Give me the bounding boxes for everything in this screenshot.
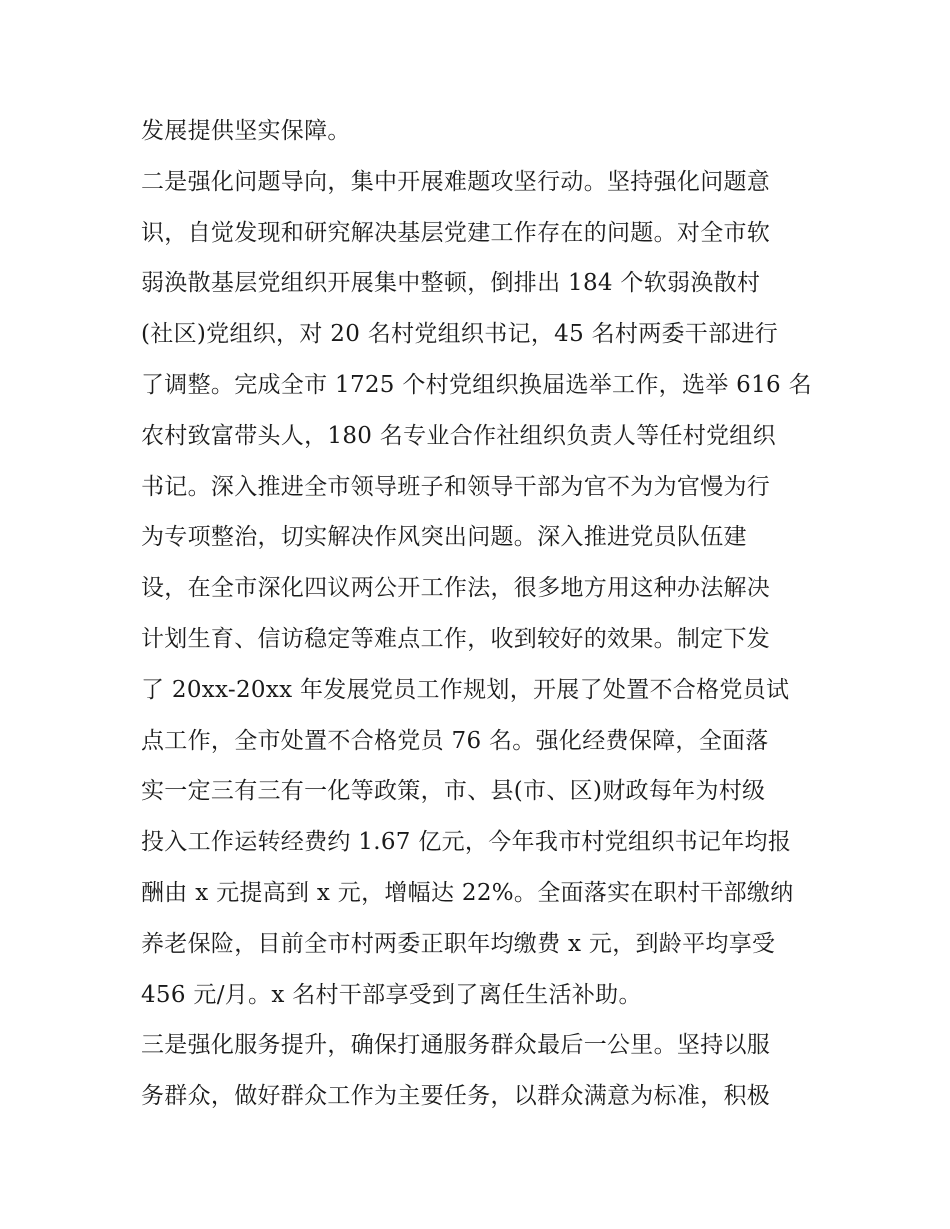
text-line: 实一定三有三有一化等政策，市、县(市、区)财政每年为村级 xyxy=(141,778,766,805)
text-line: 了调整。完成全市 1725 个村党组织换届选举工作，选举 616 名 xyxy=(141,371,812,398)
text-line: 养老保险，目前全市村两委正职年均缴费 x 元，到龄平均享受 xyxy=(141,930,776,957)
document-body xyxy=(141,106,813,1122)
text-line: 点工作，全市处置不合格党员 76 名。强化经费保障，全面落 xyxy=(141,727,769,754)
text-line: (社区)党组织，对 20 名村党组织书记，45 名村两委干部进行 xyxy=(141,321,779,348)
text-line: 设，在全市深化四议两公开工作法，很多地方用这种办法解决 xyxy=(141,575,771,602)
text-line: 了 20xx-20xx 年发展党员工作规划，开展了处置不合格党员试 xyxy=(141,676,790,703)
text-line: 弱涣散基层党组织开展集中整顿，倒排出 184 个软弱涣散村 xyxy=(141,270,761,297)
paragraph-1 xyxy=(141,106,813,157)
text-line: 456 元/月。x 名村干部享受到了离任生活补助。 xyxy=(141,981,642,1008)
text-line: 发展提供坚实保障。 xyxy=(141,118,351,144)
text-line: 农村致富带头人，180 名专业合作社组织负责人等任村党组织 xyxy=(141,422,776,449)
text-line: 务群众，做好群众工作为主要任务，以群众满意为标准，积极 xyxy=(141,1083,771,1110)
text-line: 投入工作运转经费约 1.67 亿元，今年我市村党组织书记年均报 xyxy=(141,829,792,856)
text-line: 酬由 x 元提高到 x 元，增幅达 22%。全面落实在职村干部缴纳 xyxy=(141,879,794,906)
text-line: 计划生育、信访稳定等难点工作，收到较好的效果。制定下发 xyxy=(141,625,771,652)
text-line: 识，自觉发现和研究解决基层党建工作存在的问题。对全市软 xyxy=(141,219,771,246)
text-line: 二是强化问题导向，集中开展难题攻坚行动。坚持强化问题意 xyxy=(141,168,771,195)
text-line: 三是强化服务提升，确保打通服务群众最后一公里。坚持以服 xyxy=(141,1032,771,1059)
text-line: 书记。深入推进全市领导班子和领导干部为官不为为官慢为行 xyxy=(141,473,771,500)
paragraph-2 xyxy=(141,157,813,1021)
text-line: 为专项整治，切实解决作风突出问题。深入推进党员队伍建 xyxy=(141,524,747,551)
paragraph-3 xyxy=(141,1020,813,1122)
